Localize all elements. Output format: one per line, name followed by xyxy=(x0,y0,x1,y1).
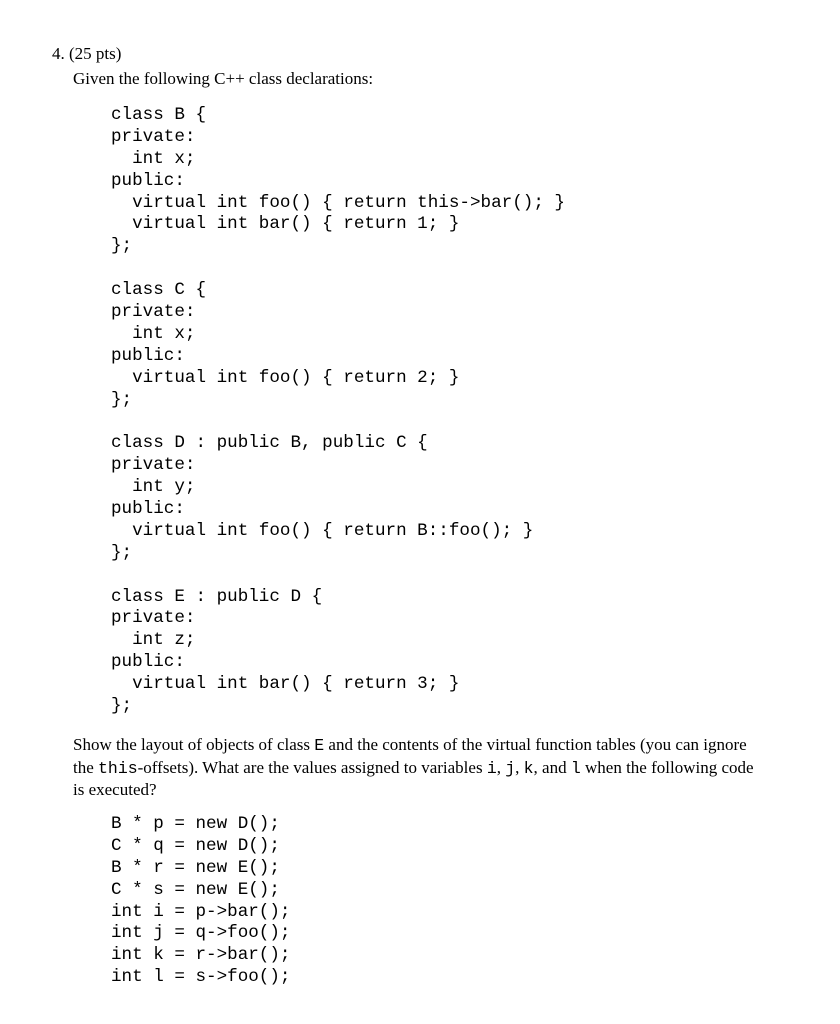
inline-code-class-e: E xyxy=(314,736,325,755)
prompt-text: and the contents of the virtual function tables (you can ignore xyxy=(324,735,747,754)
code-line: virtual int bar() { return 1; } xyxy=(111,214,460,235)
code-line: private: xyxy=(111,608,196,629)
code-line: }; xyxy=(111,696,133,717)
question-points: (25 pts) xyxy=(69,44,122,63)
prompt-text: , and xyxy=(533,757,571,777)
code-line: }; xyxy=(111,542,133,563)
code-line: }; xyxy=(111,389,133,410)
prompt-text: Show the layout of objects of class xyxy=(73,735,315,754)
code-line xyxy=(111,411,565,433)
snippet-line: B * r = new E(); xyxy=(111,857,280,878)
prompt-text: , xyxy=(496,757,506,777)
prompt-text: -offsets). What are the values assigned to variables xyxy=(137,757,487,777)
question-header xyxy=(52,43,121,65)
code-line: private: xyxy=(111,126,196,147)
snippet-line: B * p = new D(); xyxy=(111,814,280,834)
code-line xyxy=(111,565,565,587)
code-line: private: xyxy=(111,455,196,476)
code-line: virtual int foo() { return B::foo(); } xyxy=(111,520,534,541)
inline-code-var-l: l xyxy=(570,758,581,778)
code-line: public: xyxy=(111,652,185,673)
question-prompt xyxy=(73,734,793,801)
code-line: virtual int bar() { return 3; } xyxy=(111,674,460,695)
code-line: int z; xyxy=(111,630,196,651)
code-line: class B { xyxy=(111,105,207,125)
code-line: class D : public B, public C { xyxy=(111,433,428,454)
snippet-line: C * q = new D(); xyxy=(111,835,280,856)
code-line: virtual int foo() { return 2; } xyxy=(111,367,460,388)
code-line: }; xyxy=(111,236,133,257)
code-line: class C { xyxy=(111,280,207,301)
snippet-line: int j = q->foo(); xyxy=(111,923,291,944)
code-line: int y; xyxy=(111,477,196,498)
prompt-line-1 xyxy=(73,734,793,757)
code-line: class E : public D { xyxy=(111,586,323,607)
snippet-line: C * s = new E(); xyxy=(111,879,280,900)
code-line: public: xyxy=(111,499,185,520)
prompt-line-3: is executed? xyxy=(73,780,157,799)
inline-code-var-j: j xyxy=(505,758,516,778)
question-number: 4. xyxy=(52,44,65,63)
inline-code-this: this xyxy=(98,758,138,778)
code-line: private: xyxy=(111,302,196,323)
prompt-line-2 xyxy=(73,757,793,780)
prompt-text: when the following code xyxy=(580,757,754,777)
code-line: public: xyxy=(111,170,185,191)
class-declarations-code xyxy=(111,105,565,718)
snippet-line: int l = s->foo(); xyxy=(111,967,291,988)
code-line: int x; xyxy=(111,323,196,344)
inline-code-var-k: k xyxy=(523,758,534,778)
code-line: public: xyxy=(111,345,185,366)
code-line: virtual int foo() { return this->bar(); } xyxy=(111,192,565,213)
snippet-line: int i = p->bar(); xyxy=(111,901,291,922)
prompt-text: , xyxy=(515,757,524,777)
code-line: int x; xyxy=(111,148,196,169)
code-line xyxy=(111,258,565,280)
question-intro: Given the following C++ class declarations: xyxy=(73,69,374,88)
test-code-snippet xyxy=(111,814,291,989)
prompt-text: the xyxy=(73,757,99,777)
snippet-line: int k = r->bar(); xyxy=(111,945,291,966)
inline-code-var-i: i xyxy=(486,758,497,778)
